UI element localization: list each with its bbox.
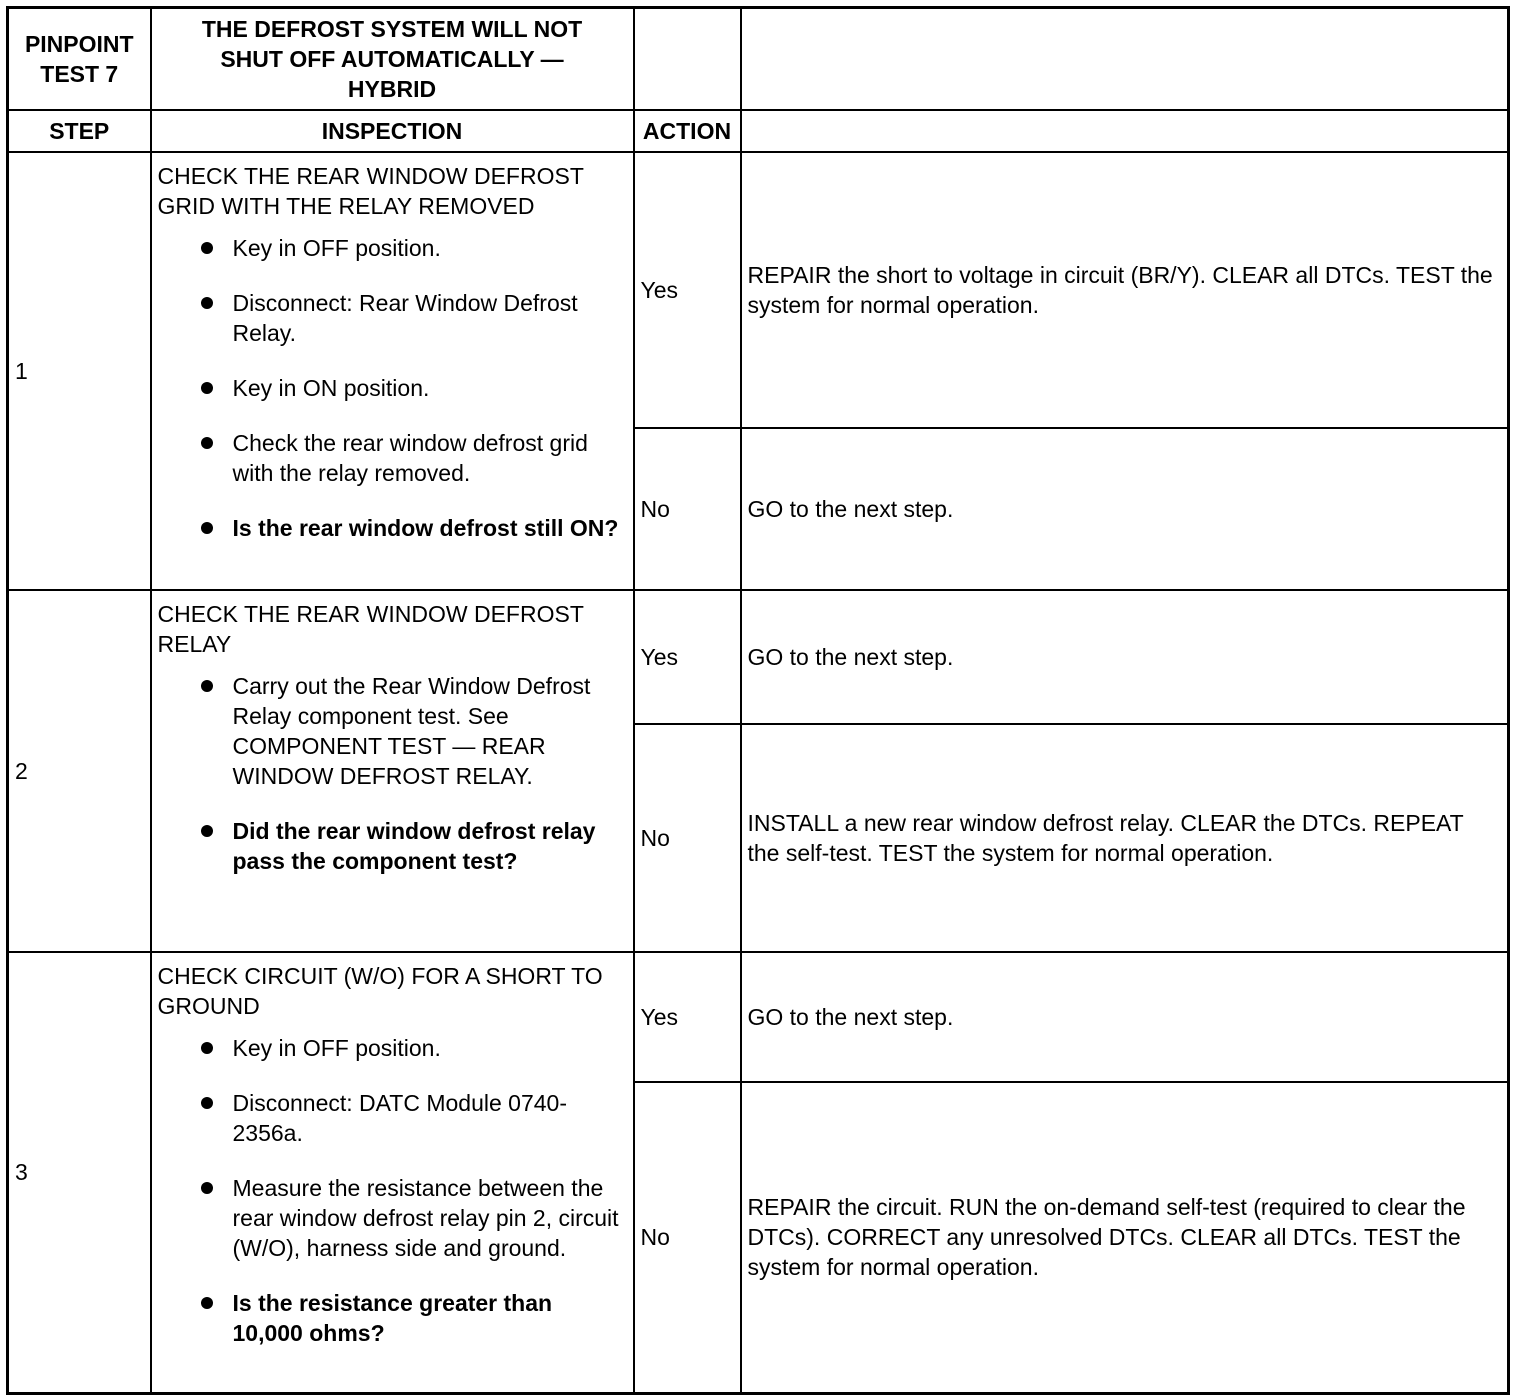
inspection-question-text: Is the resistance greater than 10,000 ohms? [232, 1289, 553, 1346]
inspection-item-text: Key in OFF position. [232, 234, 441, 261]
bullet-icon [201, 1297, 213, 1309]
no-action: GO to the next step. [741, 428, 1509, 590]
inspection-question [233, 513, 627, 543]
step-3-yes-row [8, 952, 1509, 1082]
empty-header-cell [741, 8, 1509, 110]
inspection-question-text: Is the rear window defrost still ON? [232, 514, 619, 541]
inspection-item [233, 373, 627, 403]
yes-label: Yes [634, 590, 741, 724]
inspection-item-text: Carry out the Rear Window Defrost Relay component test. See COMPONENT TEST — REAR WINDOW DEFROST RELAY. [232, 672, 591, 789]
test-title: THE DEFROST SYSTEM WILL NOT SHUT OFF AUTOMATICALLY — HYBRID [151, 8, 634, 110]
bullet-icon [201, 825, 213, 837]
bullet-icon [201, 1042, 213, 1054]
inspection-list [158, 671, 627, 876]
no-label: No [634, 724, 741, 952]
step-1-yes-row [8, 152, 1509, 428]
action-column-header: ACTION [634, 110, 741, 152]
bullet-icon [201, 242, 213, 254]
bullet-icon [201, 1097, 213, 1109]
inspection-question [233, 816, 627, 876]
yes-action: GO to the next step. [741, 590, 1509, 724]
inspection-title: CHECK CIRCUIT (W/O) FOR A SHORT TO GROUND [157, 962, 603, 1019]
yes-action: GO to the next step. [741, 952, 1509, 1082]
step-number: 3 [8, 952, 151, 1394]
inspection-question-text: Did the rear window defrost relay pass the component test? [232, 817, 596, 874]
inspection-list [158, 233, 627, 543]
inspection-item-text: Check the rear window defrost grid with the relay removed. [232, 429, 588, 486]
empty-header-cell [634, 8, 741, 110]
pinpoint-test-table [6, 6, 1510, 1395]
inspection-title: CHECK THE REAR WINDOW DEFROST RELAY [157, 600, 584, 657]
bullet-icon [201, 382, 213, 394]
yes-action: REPAIR the short to voltage in circuit (BR/Y). CLEAR all DTCs. TEST the system for normal operation. [741, 152, 1509, 428]
empty-header-cell [741, 110, 1509, 152]
inspection-item [233, 428, 627, 488]
bullet-icon [201, 437, 213, 449]
step-number: 1 [8, 152, 151, 590]
inspection-question [233, 1288, 627, 1348]
bullet-icon [201, 522, 213, 534]
inspection-item-text: Measure the resistance between the rear window defrost relay pin 2, circuit (W/O), harness side and ground. [232, 1174, 619, 1261]
column-header-row [8, 110, 1509, 152]
inspection-item [233, 671, 627, 791]
step-2-inspection [151, 590, 634, 952]
pinpoint-label: PINPOINT TEST 7 [8, 8, 151, 110]
title-row [8, 8, 1509, 110]
inspection-item [233, 1033, 627, 1063]
step-2-yes-row [8, 590, 1509, 724]
yes-label: Yes [634, 952, 741, 1082]
step-1-inspection [151, 152, 634, 590]
inspection-list [158, 1033, 627, 1348]
step-3-inspection [151, 952, 634, 1394]
inspection-item-text: Key in ON position. [232, 374, 430, 401]
bullet-icon [201, 297, 213, 309]
bullet-icon [201, 680, 213, 692]
no-label: No [634, 1082, 741, 1394]
inspection-item-text: Key in OFF position. [232, 1034, 441, 1061]
no-action: INSTALL a new rear window defrost relay. CLEAR the DTCs. REPEAT the self-test. TEST the system for normal operation. [741, 724, 1509, 952]
step-column-header: STEP [8, 110, 151, 152]
inspection-item [233, 233, 627, 263]
inspection-item [233, 288, 627, 348]
inspection-item [233, 1088, 627, 1148]
bullet-icon [201, 1182, 213, 1194]
step-number: 2 [8, 590, 151, 952]
no-action: REPAIR the circuit. RUN the on-demand self-test (required to clear the DTCs). CORRECT any unresolved DTCs. CLEAR all DTCs. TEST the system for normal operation. [741, 1082, 1509, 1394]
inspection-column-header: INSPECTION [151, 110, 634, 152]
inspection-item-text: Disconnect: Rear Window Defrost Relay. [232, 289, 578, 346]
inspection-item-text: Disconnect: DATC Module 0740-2356a. [232, 1089, 567, 1146]
inspection-title: CHECK THE REAR WINDOW DEFROST GRID WITH THE RELAY REMOVED [157, 162, 584, 219]
yes-label: Yes [634, 152, 741, 428]
inspection-item [233, 1173, 627, 1263]
no-label: No [634, 428, 741, 590]
